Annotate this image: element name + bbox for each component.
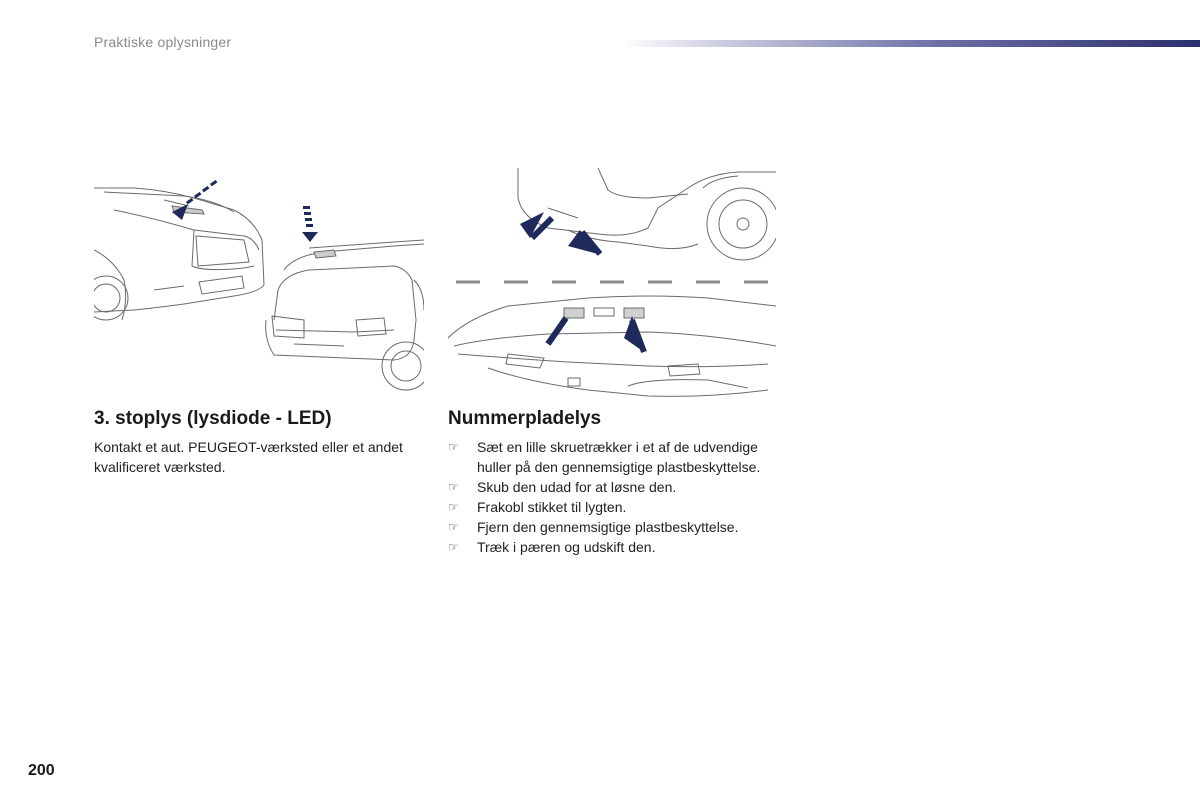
licence-plate-heading: Nummerpladelys: [448, 408, 602, 429]
brake-light-heading: 3. stoplys (lysdiode - LED): [94, 408, 332, 429]
licence-plate-arrows: [520, 212, 644, 352]
hand-pointer-icon: ☞: [448, 440, 459, 454]
header-gradient-bar: [622, 40, 1200, 47]
step-text: Sæt en lille skruetrækker i et af de udvendige huller på den gennemsigtige plastbeskyttelse.: [477, 439, 761, 475]
estate-car-drawing: [266, 240, 424, 390]
brake-light-illustration: [94, 170, 424, 400]
licence-plate-light-illustration-svg: [448, 168, 776, 400]
step-text: Træk i pæren og udskift den.: [477, 539, 656, 555]
brake-light-body: Kontakt et aut. PEUGEOT-værksted eller et andet kvalificeret værksted.: [94, 439, 403, 475]
tailgate-drawing: [448, 296, 776, 396]
step-text: Frakobl stikket til lygten.: [477, 499, 627, 515]
list-item: [448, 437, 778, 477]
list-item: [448, 497, 778, 517]
hand-pointer-icon: ☞: [448, 540, 459, 554]
licence-plate-light-illustration: [448, 168, 776, 400]
licence-plate-steps-list: [448, 437, 778, 557]
step-text: Skub den udad for at løsne den.: [477, 479, 677, 495]
page-number: 200: [28, 762, 55, 779]
chapter-title: Praktiske oplysninger: [94, 34, 232, 50]
hand-pointer-icon: ☞: [448, 520, 459, 534]
list-item: [448, 537, 778, 557]
step-text: Fjern den gennemsigtige plastbeskyttelse.: [477, 519, 739, 535]
estate-arrow-icon: [302, 232, 318, 242]
saloon-car-drawing: [94, 188, 264, 320]
brake-light-illustration-svg: [94, 170, 424, 400]
hand-pointer-icon: ☞: [448, 500, 459, 514]
hand-pointer-icon: ☞: [448, 480, 459, 494]
list-item: [448, 477, 778, 497]
list-item: [448, 517, 778, 537]
rear-bumper-top-drawing: [518, 168, 776, 260]
